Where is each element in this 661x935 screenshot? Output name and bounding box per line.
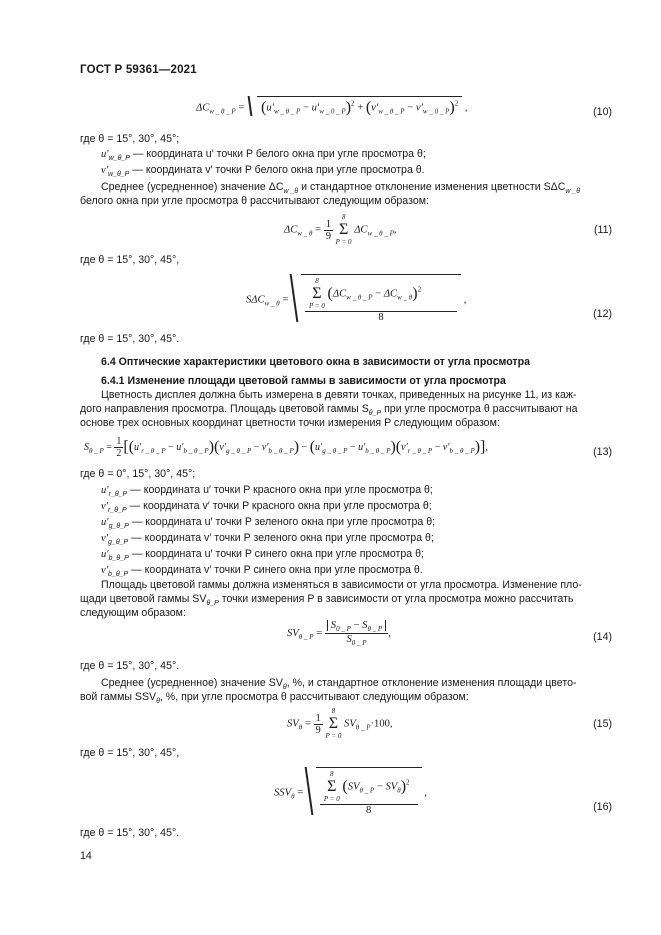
equation-13: $S_{\theta \_ P}$ = $\frac{1}{2}$ $[(u'_{r \_ \theta \_ P} - u'_{b \_ \theta \_ P})(v'_{g \_ \theta \_ P} - v'_{b \_ \theta \_ P}) - (u'_{g \_ \theta \_ P} - u'_{b \_ \theta \_ P})(v'_{r \_ \theta \_ P} - v'_{b \_ \theta \_ P})]$, [84,436,488,459]
eq14-minus: − [353,620,360,631]
eq13-equals: = [106,441,112,453]
eq10-u1: u′ [266,102,274,114]
eq13-t3-sub: g _ θ _ P [226,446,252,455]
definition-item [101,148,426,165]
eq10-square-1: 2 [351,99,355,108]
eq16-comma: , [424,787,427,799]
eq13-t6-sub: b _ θ _ P [365,446,391,455]
page-number: 14 [80,850,92,862]
eq11-lower: P = 0 [335,238,352,246]
eq15-numerator: 1 [315,712,321,724]
eq14-d-sub: 0 _ P [351,639,367,647]
para1-sub-a: w _θ [283,188,299,195]
eq13-t3: v′ [219,441,226,453]
eq14-lhs-sub: θ _ P [298,632,314,641]
eq16-lhs: SSV [274,787,292,799]
eq15-term-sub: θ _ P [355,723,371,732]
eq10-plus: + [357,102,364,114]
para1-text-a: Среднее (усредненное) значение ΔC [101,181,284,193]
eq13-minus: − [434,441,441,453]
eq15-equals: = [304,718,311,730]
eq16-square: 2 [406,778,410,787]
def-text: — координата u′ точки P белого окна при угле просмотра θ; [132,148,426,160]
eq10-u1-sub: w _ θ _ P [273,107,301,116]
section-heading-6-4-1: 6.4.1 Изменение площади цветовой гаммы в зависимости от угла просмотра [101,375,506,387]
equation-number-15: (15) [593,718,612,730]
eq14-equals: = [316,627,323,639]
def-symbol: v′ [101,565,109,576]
equation-number-12: (12) [593,308,612,320]
eq13-lhs-sub: θ _ P [89,446,104,455]
eq11-lhs-sub: w _ θ [297,229,313,238]
eq12-a-sub: w _ θ _ P [346,293,373,302]
eq13-minus: − [168,441,174,453]
eq10-equals: = [238,102,245,114]
eq11-denominator: 9 [325,230,331,242]
para2-text-b: при угле просмотра θ рассчитывают на [381,403,578,415]
eq12-lhs-sub: w _ θ [264,299,280,308]
eq13-t2: u′ [176,441,184,453]
eq11-sum [336,213,352,247]
def-symbol: u′ [101,485,109,496]
eq16-a: SV [347,781,360,793]
equation-15 [287,707,393,741]
eq13-minus: − [349,441,356,453]
eq13-minus: − [253,441,260,453]
eq16-denominator: 8 [366,805,372,816]
definition-item [101,548,424,565]
paragraph-line: основе трех основных координат цветности точки измерения P следующим образом: [80,417,500,429]
def-text: — координата v′ точки P синего окна при угле просмотра θ. [131,564,423,576]
def-text: — координата u′ точки P красного окна при угле просмотра θ; [130,484,433,496]
eq12-equals: = [282,294,289,306]
eq13-fraction [114,436,123,459]
eq12-numerator: 8 Σ P = 0 $(\Delta C_{w \_ \theta \_ P} - \Delta C_{w \_ \theta})^2$ [305,277,457,312]
eq10-lhs-sub: w _ θ _ P [209,107,236,116]
eq13-t7-sub: r _ θ _ P [407,446,433,455]
eq12-upper: 8 [315,277,319,285]
equation-number-16: (16) [593,801,612,813]
eq15-lhs-sub: θ [298,723,303,732]
equation-12 [246,274,466,323]
def-symbol-sub: r_θ_P [108,491,128,498]
def-text: — координата v′ точки P белого окна при угле просмотра θ. [132,164,425,176]
eq12-minus: − [375,288,382,300]
def-symbol-sub: w_θ_P [108,155,130,162]
eq12-fraction [305,277,457,323]
eq13-minus: − [301,441,308,453]
def-text: — координата v′ точки P зеленого окна при угле просмотра θ; [131,532,434,544]
def-symbol-sub: r_θ_P [108,507,127,514]
eq12-b-sub: w _ θ [397,293,413,302]
eq16-fraction [320,770,418,816]
where-line-14: где θ = 15°, 30°, 45°. [80,660,180,672]
eq16-numerator: 8 Σ P = 0 $(SV_{\theta \_ P} - SV_\theta)^2$ [320,770,418,805]
definition-item [101,532,434,549]
eq11-lhs: ΔC [284,224,298,236]
para4-sub-a: θ [282,684,287,691]
eq16-sum [324,770,340,804]
eq14-b-sub: θ _ P [367,625,383,633]
def-symbol-sub: w_θ_P [108,171,130,178]
eq13-t5: u′ [315,441,323,453]
def-text: — координата u′ точки P синего окна при угле просмотра θ; [131,548,424,560]
eq14-denominator [325,634,388,647]
eq13-t1-sub: r _ θ _ P [141,446,166,455]
where-line-11: где θ = 15°, 30°, 45°, [80,254,180,266]
eq13-denominator: 2 [116,448,122,459]
eq12-sigma: Σ [312,285,322,302]
equation-16 [274,767,427,816]
eq16-lower: P = 0 [323,795,340,803]
para3-sub: θ_P [206,600,219,607]
eq12-radical [301,274,461,323]
def-symbol: u′ [101,149,109,160]
para4-text-a: Среднее (усредненное) значение SV [101,677,283,689]
eq14-fraction [325,620,388,647]
eq16-b-sub: θ [397,786,401,795]
eq13-t1: u′ [134,441,142,453]
eq10-v2-sub: w _ 0 _ P [422,107,450,116]
para1-sub-b: w _θ [565,188,581,195]
eq11-term-sub: w _ θ _ P [367,229,394,238]
equation-number-13: (13) [593,446,612,458]
definition-item [101,500,432,517]
eq12-square: 2 [417,285,422,294]
eq14-a-sub: 0 _ P [336,625,351,633]
def-symbol: u′ [101,517,109,528]
para3-text-a: щади цветовой гаммы SV [80,593,207,605]
def-text: — координата v′ точки P красного окна при угле просмотра θ; [129,500,432,512]
eq11-fraction [324,219,333,242]
paragraph-line: Цветность дисплея должна быть измерена в девяти точках, приведенных на рисунке 11, из каж- [101,389,577,401]
equation-number-10: (10) [593,106,612,118]
eq15-upper: 8 [331,707,336,715]
eq15-term: SV [344,718,356,730]
para4-text-b: , %, и стандартное отклонение изменения площади цвето- [286,677,577,689]
document-header: ГОСТ Р 59361—2021 [80,64,197,76]
eq12-lower: P = 0 [309,302,325,310]
paragraph-line: следующим образом: [80,607,186,619]
def-symbol-sub: g_θ_P [108,523,129,530]
eq10-v1-sub: w _ θ _ P [378,107,405,116]
eq16-lhs-sub: θ [291,792,295,801]
eq14-d: S [346,634,352,645]
definition-item [101,516,435,533]
equation-number-11: (11) [593,224,612,236]
para2-text-a: дого направления просмотра. Площадь цветовой гаммы S [80,403,369,415]
eq11-term: ΔC [354,224,368,236]
eq10-comma: , [464,102,468,114]
def-text: — координата u′ точки P зеленого окна при угле просмотра θ; [131,516,436,528]
def-symbol: v′ [101,165,109,176]
eq12-a: ΔC [332,288,347,300]
eq13-comma: , [485,441,488,453]
eq13-lhs: S [84,441,89,453]
where-line-16: где θ = 15°, 30°, 45°. [80,827,180,839]
eq15-fraction [314,713,323,736]
eq10-v2: v′ [415,102,423,114]
eq12-lhs: SΔC [246,294,265,306]
eq14-lhs: SV [287,627,299,639]
eq13-t4-sub: b _ θ _ P [268,446,294,455]
eq12-sum [309,277,325,311]
eq13-t6: u′ [358,441,366,453]
def-symbol-sub: b_θ_P [108,555,129,562]
eq16-upper: 8 [330,770,334,778]
equation-10 [196,96,468,117]
where-line-13: где θ = 0°, 15°, 30°, 45°; [80,468,196,480]
para4-text-d: , %, при угле просмотра θ рассчитывают следующим образом: [159,691,469,703]
eq15-sum [325,707,341,741]
definition-item [101,484,433,501]
eq10-minus-2: − [407,102,414,114]
eq10-u2: u′ [311,102,320,114]
para2-sub: θ_P [368,410,382,417]
eq16-equals: = [297,787,304,799]
eq10-lhs: ΔC [196,102,210,114]
equation-number-14: (14) [593,631,612,643]
eq10-minus-1: − [302,102,309,114]
eq14-numerator [325,620,388,634]
eq14-b: S [362,620,368,631]
def-symbol: v′ [101,533,109,544]
eq11-numerator: 1 [325,218,331,230]
eq16-radical [316,767,422,816]
eq13-t4: v′ [261,441,269,453]
where-line-12: где θ = 15°, 30°, 45°. [80,333,180,345]
eq16-sigma: Σ [327,778,337,795]
eq16-b: SV [385,781,398,793]
where-line-10: где θ = 15°, 30°, 45°; [80,133,180,145]
eq15-sigma: Σ [328,715,339,732]
eq13-t8-sub: b _ θ _ P [449,446,475,455]
eq15-lower: P = 0 [325,732,342,740]
eq13-t7: v′ [401,441,408,453]
paragraph-line [80,691,469,708]
eq16-minus: − [376,781,383,793]
eq15-lhs: SV [287,718,299,730]
where-line-15: где θ = 15°, 30°, 45°, [80,747,180,759]
def-symbol: v′ [101,501,109,512]
eq15-multiplier: ·100, [370,718,393,730]
equation-14 [287,620,391,647]
definition-item [101,164,425,181]
para3-text-b: точки измерения P в зависимости от угла просмотра можно рассчитать [218,593,574,605]
eq14-comma: , [388,627,391,639]
para1-text-b: и стандартное отклонение изменения цветности SΔC [298,181,566,193]
eq15-denominator: 9 [315,724,321,736]
eq10-radical: $(u'_{w \_ \theta \_ P} - u'_{w \_ 0 \_ P})^2 + (v'_{w \_ \theta \_ P} - v'_{w \_ 0 \_ P})^2$ [257,96,462,117]
equation-11 [284,213,397,247]
eq10-square-2: 2 [454,99,459,108]
eq13-t5-sub: g _ θ _ P [322,446,348,455]
def-symbol-sub: b_θ_P [108,571,129,578]
eq11-equals: = [315,224,322,236]
eq13-t2-sub: b _ θ _ P [183,446,209,455]
eq16-a-sub: θ _ P [359,786,375,795]
eq13-numerator: 1 [116,436,122,447]
eq14-a: S [330,620,337,631]
def-symbol: u′ [101,549,109,560]
eq12-comma: , [463,294,467,306]
para4-sub-b: θ [156,698,160,705]
eq12-denominator: 8 [378,312,384,323]
def-symbol-sub: g_θ_P [108,539,129,546]
section-heading-6-4: 6.4 Оптические характеристики цветового окна в зависимости от угла просмотра [101,356,530,368]
eq11-upper: 8 [341,213,346,221]
eq10-v1: v′ [371,102,379,114]
paragraph-line: белого окна при угле просмотра θ рассчитывают следующим образом: [80,195,429,207]
eq11-sigma: Σ [338,221,349,238]
eq10-u2-sub: w _ 0 _ P [319,107,346,116]
para4-text-c: вой гаммы SSV [80,691,157,703]
eq12-b: ΔC [383,288,398,300]
eq13-t8: v′ [442,441,450,453]
paragraph-line: Площадь цветовой гаммы должна изменяться в зависимости от угла просмотра. Изменение пло- [101,579,582,591]
eq11-comma: , [393,224,397,236]
